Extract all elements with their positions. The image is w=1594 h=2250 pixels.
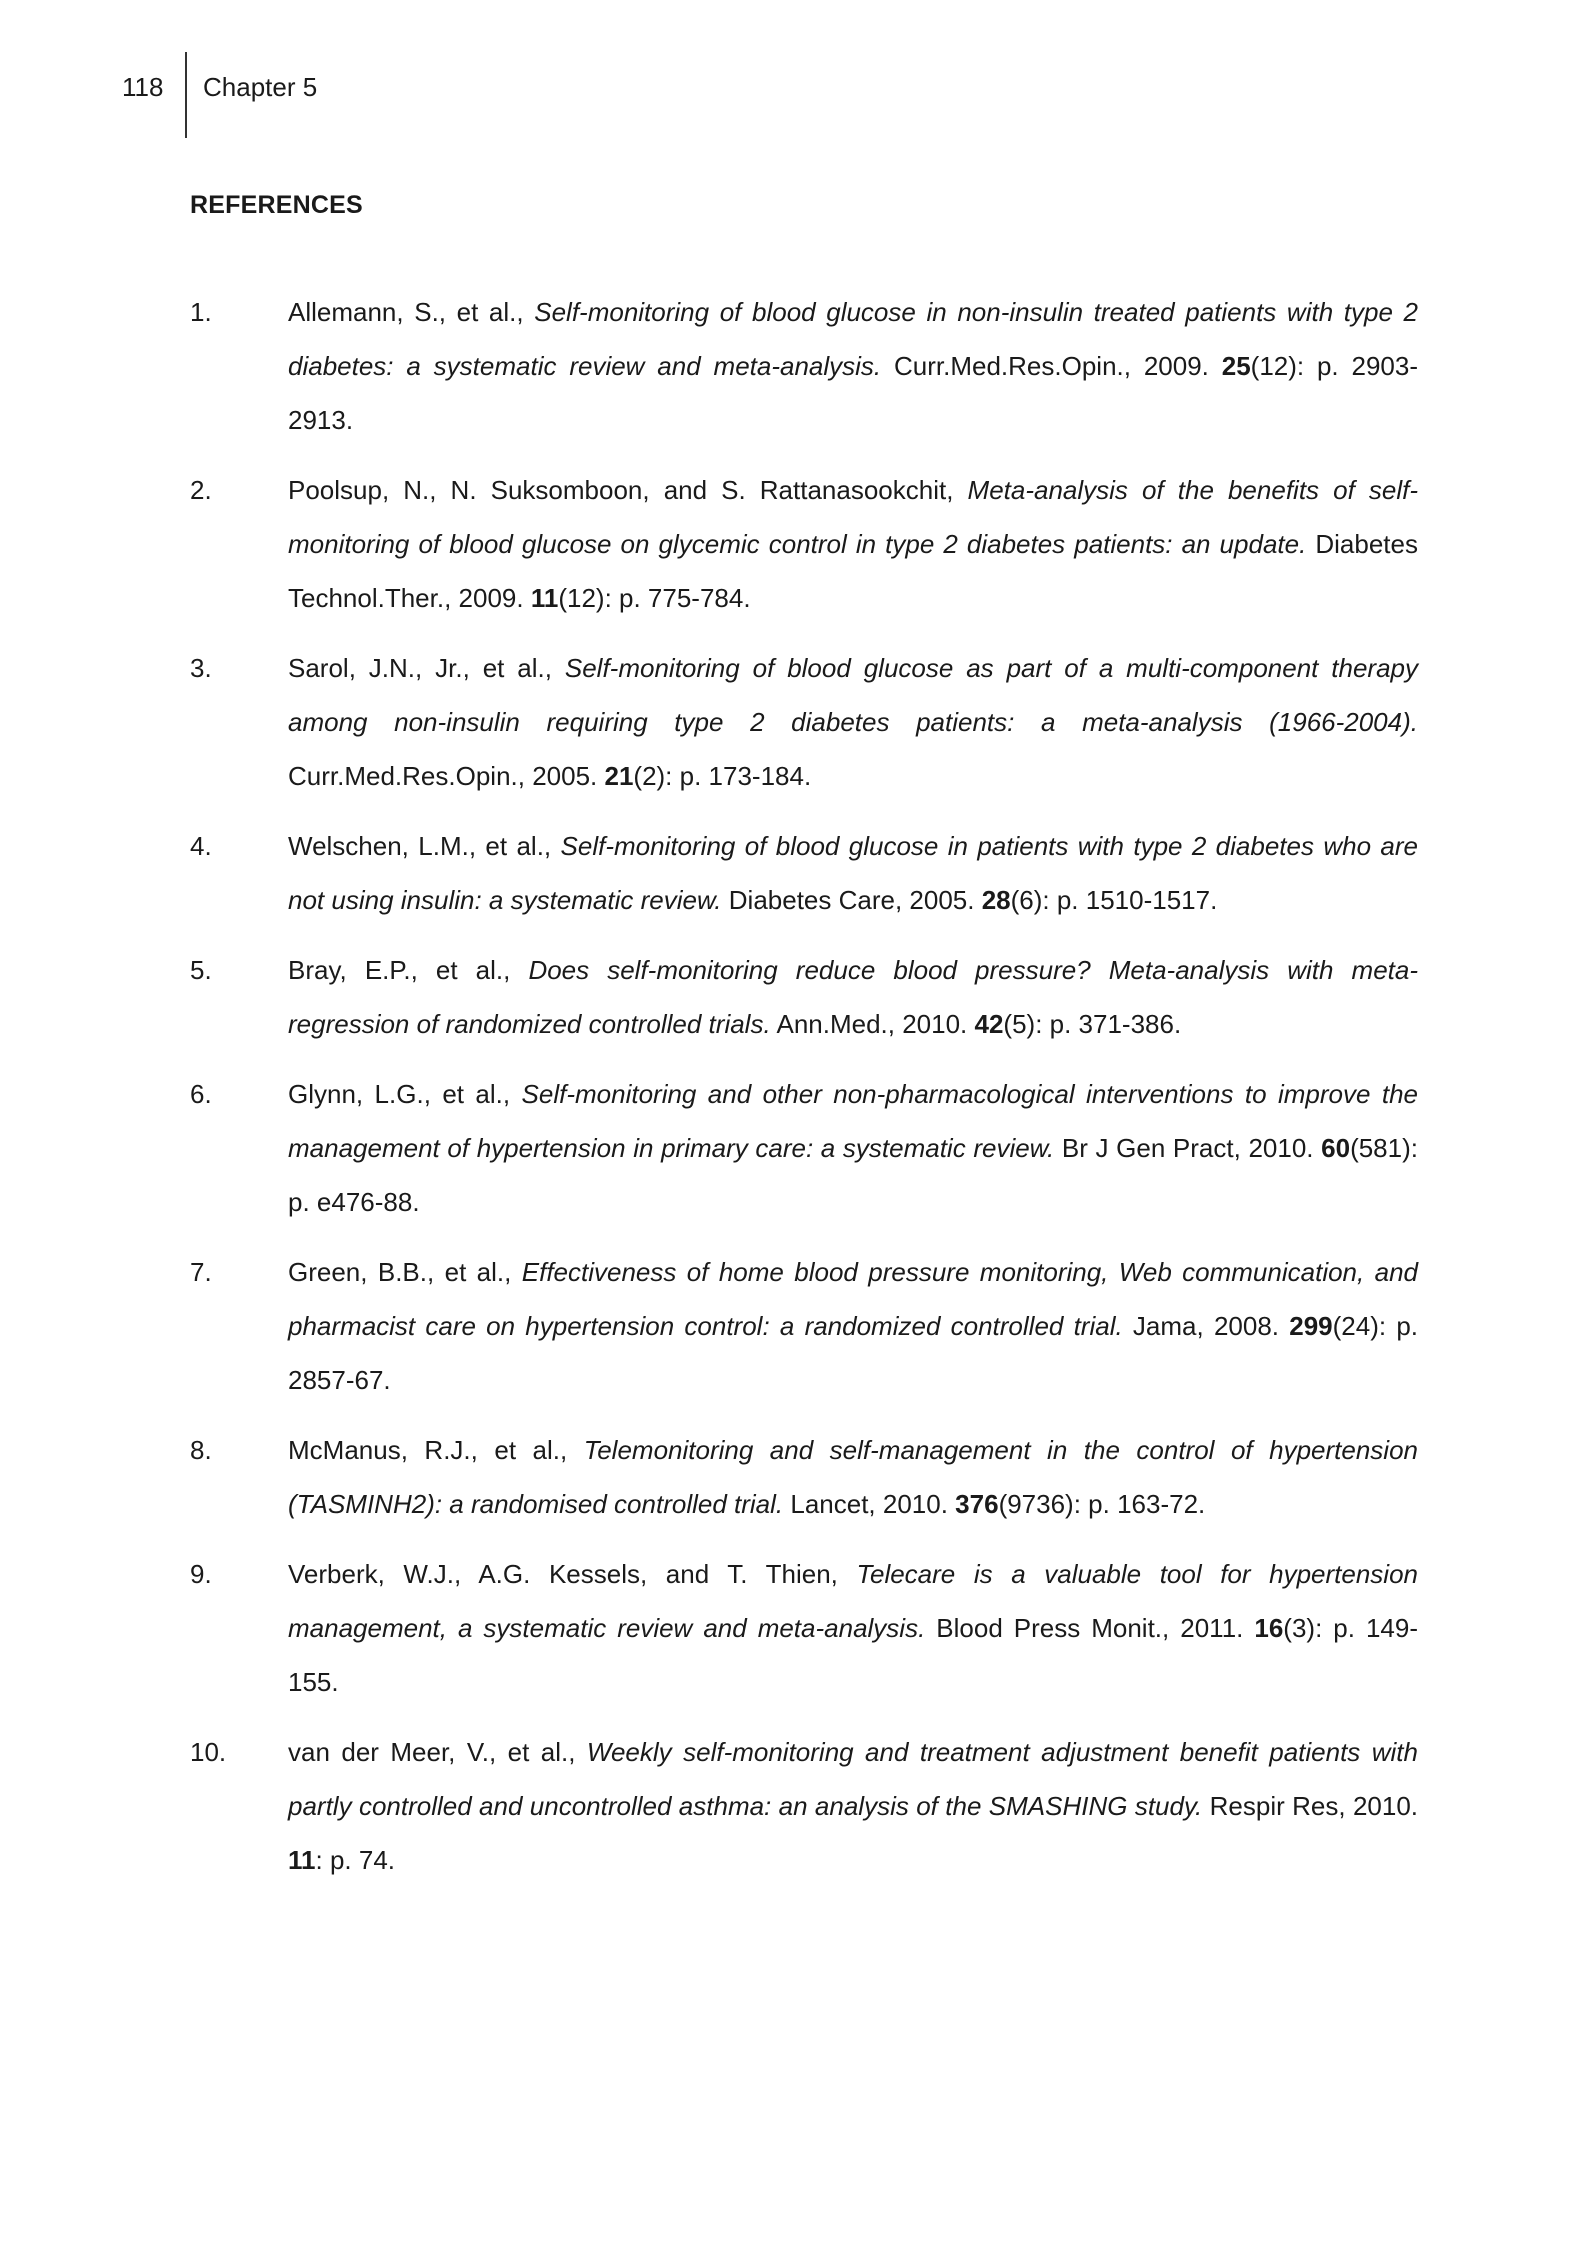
reference-item (190, 1547, 1418, 1709)
reference-number: 5. (190, 955, 212, 985)
reference-number: 8. (190, 1435, 212, 1465)
page-number: 118 (122, 72, 164, 102)
reference-authors: Glynn, L.G., et al., (288, 1079, 522, 1109)
reference-journal: Respir Res, 2010. (1202, 1791, 1419, 1821)
reference-number: 7. (190, 1257, 212, 1287)
reference-text (288, 1067, 1418, 1229)
reference-pages: (3): p. 149-155. (288, 1613, 1418, 1697)
reference-pages: (581): p. e476-88. (288, 1133, 1418, 1217)
reference-text (288, 463, 1418, 625)
reference-number: 4. (190, 831, 212, 861)
reference-volume: 299 (1289, 1311, 1333, 1341)
reference-text (288, 1245, 1418, 1407)
reference-text (288, 285, 1418, 447)
reference-journal: Jama, 2008. (1122, 1311, 1290, 1341)
reference-number: 3. (190, 653, 212, 683)
reference-journal: Blood Press Monit., 2011. (925, 1613, 1255, 1643)
reference-journal: Lancet, 2010. (783, 1489, 956, 1519)
reference-title: Self-monitoring of blood glucose in non-insulin treated patients with type 2 diabetes: a systematic review and meta-analysis. (288, 297, 1418, 381)
reference-authors: Allemann, S., et al., (288, 297, 535, 327)
reference-item (190, 943, 1418, 1051)
reference-volume: 11 (288, 1845, 316, 1875)
section-title: REFERENCES (190, 191, 363, 219)
header-divider (185, 52, 187, 138)
reference-title: Telemonitoring and self-management in the control of hypertension (TASMINH2): a randomised controlled trial. (288, 1435, 1418, 1519)
reference-volume: 60 (1321, 1133, 1351, 1163)
reference-item (190, 285, 1418, 447)
reference-text (288, 1547, 1418, 1709)
reference-title: Self-monitoring of blood glucose as part of a multi-component therapy among non-insulin requiring type 2 diabetes patients: a meta-analysis (1966-2004). (288, 653, 1418, 737)
reference-pages: (12): p. 775-784. (558, 583, 751, 613)
reference-journal: Diabetes Technol.Ther., 2009. (288, 529, 1418, 613)
reference-pages: (6): p. 1510-1517. (1010, 885, 1218, 915)
chapter-label: Chapter 5 (203, 72, 318, 102)
reference-list (190, 285, 1418, 1903)
reference-number: 6. (190, 1079, 212, 1109)
reference-number: 2. (190, 475, 212, 505)
reference-item (190, 641, 1418, 803)
reference-volume: 376 (955, 1489, 999, 1519)
reference-title: Meta-analysis of the benefits of self-monitoring of blood glucose on glycemic control in type 2 diabetes patients: an update. (288, 475, 1418, 559)
reference-journal: Ann.Med., 2010. (770, 1009, 975, 1039)
reference-title: Effectiveness of home blood pressure monitoring, Web communication, and pharmacist care on hypertension control: a randomized controlled trial. (288, 1257, 1418, 1341)
reference-authors: McManus, R.J., et al., (288, 1435, 584, 1465)
reference-text (288, 1725, 1418, 1887)
reference-authors: Poolsup, N., N. Suksomboon, and S. Rattanasookchit, (288, 475, 968, 505)
reference-item (190, 819, 1418, 927)
reference-title: Self-monitoring of blood glucose in patients with type 2 diabetes who are not using insulin: a systematic review. (288, 831, 1418, 915)
reference-title: Self-monitoring and other non-pharmacological interventions to improve the management of hypertension in primary care: a systematic review. (288, 1079, 1419, 1163)
reference-number: 9. (190, 1559, 212, 1589)
reference-title: Telecare is a valuable tool for hypertension management, a systematic review and meta-analysis. (288, 1559, 1419, 1643)
reference-item (190, 1245, 1418, 1407)
reference-volume: 11 (530, 583, 559, 613)
reference-volume: 28 (981, 885, 1011, 915)
reference-pages: (9736): p. 163-72. (998, 1489, 1206, 1519)
reference-text (288, 641, 1418, 803)
reference-authors: Welschen, L.M., et al., (288, 831, 561, 861)
reference-pages: (2): p. 173-184. (633, 761, 812, 791)
reference-journal: Diabetes Care, 2005. (721, 885, 982, 915)
reference-item (190, 463, 1418, 625)
reference-item (190, 1067, 1418, 1229)
reference-pages: (12): p. 2903-2913. (288, 351, 1418, 435)
reference-pages: (24): p. 2857-67. (288, 1311, 1419, 1395)
reference-authors: Verberk, W.J., A.G. Kessels, and T. Thien, (288, 1559, 857, 1589)
reference-title: Does self-monitoring reduce blood pressure? Meta-analysis with meta-regression of randomized controlled trials. (288, 955, 1418, 1039)
reference-volume: 42 (974, 1009, 1004, 1039)
reference-authors: Bray, E.P., et al., (288, 955, 529, 985)
reference-journal: Curr.Med.Res.Opin., 2009. (881, 351, 1222, 381)
reference-volume: 25 (1221, 351, 1251, 381)
reference-number: 10. (190, 1737, 227, 1767)
reference-pages: (5): p. 371-386. (1003, 1009, 1182, 1039)
reference-text (288, 1423, 1418, 1531)
reference-authors: Sarol, J.N., Jr., et al., (288, 653, 565, 683)
reference-item (190, 1423, 1418, 1531)
reference-journal: Curr.Med.Res.Opin., 2005. (288, 761, 605, 791)
reference-authors: van der Meer, V., et al., (288, 1737, 587, 1767)
reference-title: Weekly self-monitoring and treatment adjustment benefit patients with partly controlled and uncontrolled asthma: an analysis of the SMASHING study. (288, 1737, 1418, 1821)
reference-journal: Br J Gen Pract, 2010. (1054, 1133, 1322, 1163)
reference-volume: 16 (1254, 1613, 1284, 1643)
reference-pages: : p. 74. (315, 1845, 395, 1875)
reference-authors: Green, B.B., et al., (288, 1257, 522, 1287)
reference-volume: 21 (604, 761, 634, 791)
reference-text (288, 943, 1418, 1051)
reference-item (190, 1725, 1418, 1887)
reference-number: 1. (190, 297, 212, 327)
reference-text (288, 819, 1418, 927)
